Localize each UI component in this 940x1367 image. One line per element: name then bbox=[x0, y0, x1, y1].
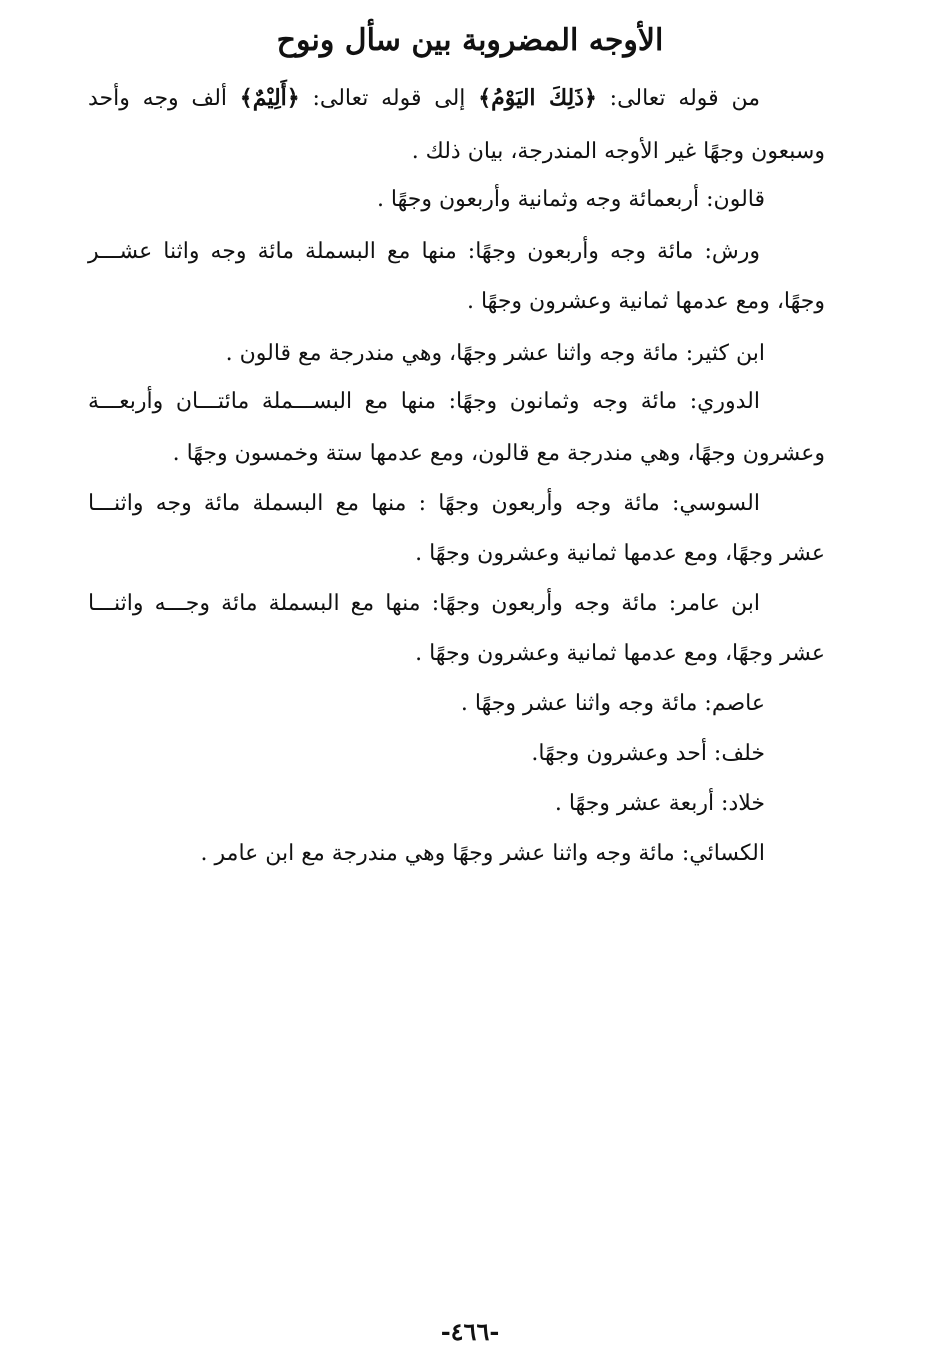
entry-ibn-amir-line-1: ابن عامر: مائة وجه وأربعون وجهًا: منها مع البسملة مائة وجـــه واثنـــا bbox=[88, 591, 760, 616]
entry-khalaf: خلف: أحد وعشرون وجهًا. bbox=[531, 741, 765, 766]
entry-ibn-kathir: ابن كثير: مائة وجه واثنا عشر وجهًا، وهي مندرجة مع قالون . bbox=[225, 341, 765, 366]
entry-warsh-line-1: ورش: مائة وجه وأربعون وجهًا: منها مع البسملة مائة وجه واثنا عشـــر bbox=[88, 239, 760, 264]
quran-quote-2: ﴿أَلِيْمٌ﴾ bbox=[239, 85, 300, 111]
intro-line-2: وسبعون وجهًا غير الأوجه المندرجة، بيان ذلك . bbox=[411, 139, 825, 164]
entry-duri-line-1: الدوري: مائة وجه وثمانون وجهًا: منها مع البســـملة مائتـــان وأربعـــة bbox=[88, 389, 760, 414]
entry-kisai: الكسائي: مائة وجه واثنا عشر وجهًا وهي مندرجة مع ابن عامر . bbox=[200, 841, 765, 866]
intro-text-3: ألف وجه وأحد bbox=[88, 86, 240, 111]
entry-qalun: قالون: أربعمائة وجه وثمانية وأربعون وجهًا . bbox=[376, 187, 765, 212]
entry-khallad: خلاد: أربعة عشر وجهًا . bbox=[554, 791, 765, 816]
page-title: الأوجه المضروبة بين سأل ونوح bbox=[276, 23, 664, 58]
quran-quote-1: ﴿ذَلِكَ اليَوْمُ﴾ bbox=[478, 85, 597, 111]
entry-warsh-line-2: وجهًا، ومع عدمها ثمانية وعشرون وجهًا . bbox=[466, 289, 825, 314]
entry-ibn-amir-line-2: عشر وجهًا، ومع عدمها ثمانية وعشرون وجهًا . bbox=[415, 641, 825, 666]
entry-susi-line-1: السوسي: مائة وجه وأربعون وجهًا : منها مع البسملة مائة وجه واثنـــا bbox=[88, 491, 760, 516]
intro-text-1: من قوله تعالى: bbox=[596, 86, 760, 111]
intro-line-1 bbox=[88, 78, 760, 119]
entry-susi-line-2: عشر وجهًا، ومع عدمها ثمانية وعشرون وجهًا . bbox=[415, 541, 825, 566]
page-number: -٤٦٦- bbox=[440, 1317, 500, 1346]
intro-text-2: إلى قوله تعالى: bbox=[299, 86, 479, 111]
entry-asim: عاصم: مائة وجه واثنا عشر وجهًا . bbox=[460, 691, 765, 716]
entry-duri-line-2: وعشرون وجهًا، وهي مندرجة مع قالون، ومع عدمها ستة وخمسون وجهًا . bbox=[172, 441, 825, 466]
